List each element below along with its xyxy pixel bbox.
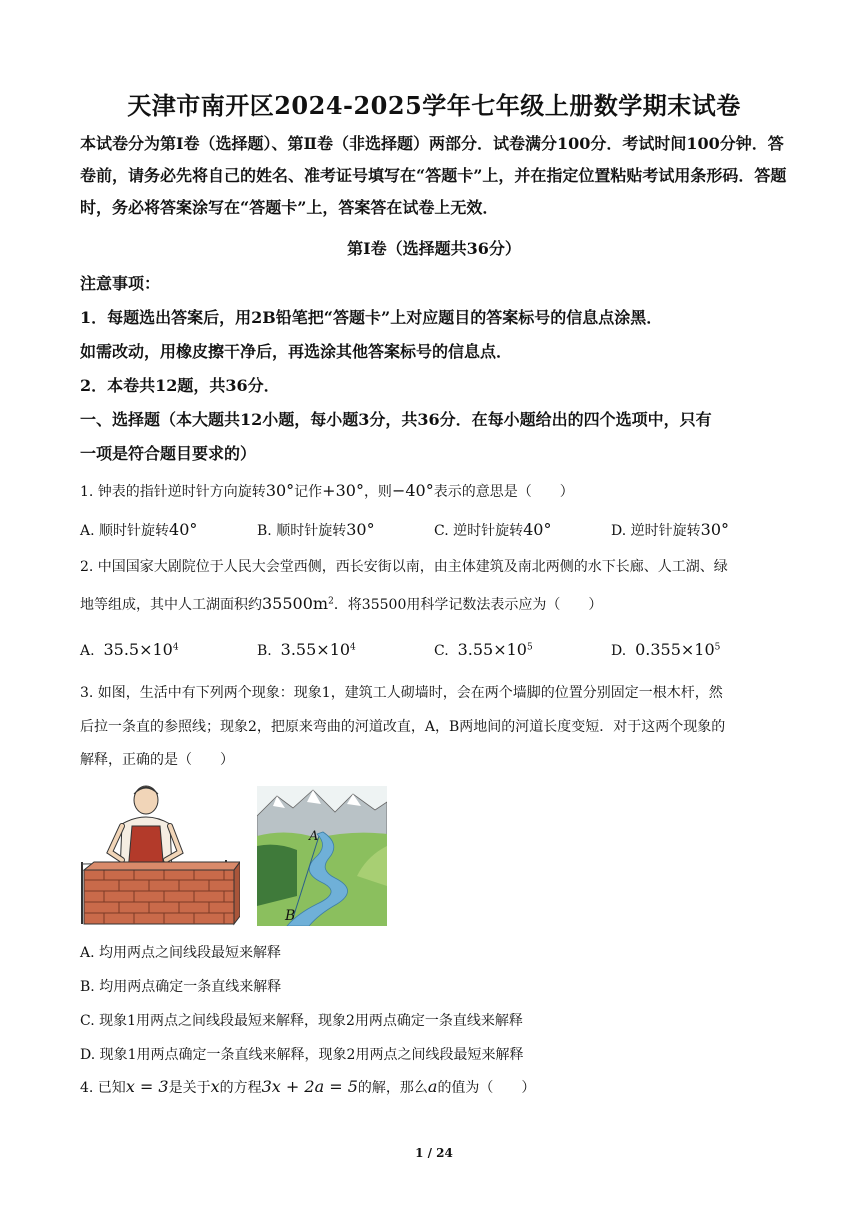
page-number: 1 / 24 xyxy=(415,1146,453,1160)
q4-math-1: x = 3 xyxy=(125,1077,169,1096)
question-2-line-1: 2. 中国国家大剧院位于人民大会堂西侧，西长安街以南，由主体建筑及南北两侧的水下长廊、人工湖、绿 xyxy=(80,559,728,575)
q1-math-1: 30° xyxy=(265,481,295,500)
page-title: 天津市南开区2024-2025学年七年级上册数学期末试卷 xyxy=(127,91,741,120)
section-title: 第Ⅰ卷（选择题共36分） xyxy=(347,239,521,258)
q1-math-3: −40° xyxy=(391,481,434,500)
q1-option-c[interactable]: C. 逆时针旋转40° xyxy=(434,520,552,539)
q1-option-b[interactable]: B. 顺时针旋转30° xyxy=(257,520,375,539)
q3-option-a[interactable]: A. 均用两点之间线段最短来解释 xyxy=(80,945,282,961)
question-4: 4. 已知x = 3是关于x的方程3x + 2a = 5的解，那么a的值为（ ） xyxy=(80,1077,536,1096)
q2-option-d[interactable]: D. $0.355\times 10^5$ xyxy=(611,640,721,659)
q1-option-a[interactable]: A. 顺时针旋转40° xyxy=(80,520,198,539)
q2-area-math: 35500m xyxy=(262,594,329,613)
q1-text-mid: 记作 xyxy=(294,484,323,500)
question-2-line-2: 地等组成，其中人工湖面积约$35500m^2$．将35500用科学记数法表示应为（ ） xyxy=(80,594,603,613)
q2-option-a[interactable]: A. $35.5\times 10^4$ xyxy=(80,640,179,659)
notice-item-1: 1．每题选出答案后，用2B铅笔把“答题卡”上对应题目的答案标号的信息点涂黑． xyxy=(80,308,663,327)
question-3-line-1: 3. 如图，生活中有下列两个现象：现象1，建筑工人砌墙时，会在两个墙脚的位置分别固定一根木杆，然 xyxy=(80,685,723,701)
q3-option-d[interactable]: D. 现象1用两点确定一条直线来解释，现象2用两点之间线段最短来解释 xyxy=(80,1047,524,1063)
q1-text-pre: 1. 钟表的指针逆时针方向旋转 xyxy=(80,484,266,500)
river-illustration xyxy=(257,786,387,926)
part-heading: 一、选择题（本大题共12小题，每小题3分，共36分．在每小题给出的四个选项中，只有 xyxy=(80,410,712,429)
notice-item-2: 2．本卷共12题，共36分． xyxy=(80,376,280,395)
q3-option-c[interactable]: C. 现象1用两点之间线段最短来解释，现象2用两点确定一条直线来解释 xyxy=(80,1013,523,1029)
question-1 xyxy=(80,481,574,501)
q2-option-b[interactable]: B. $3.55\times 10^4$ xyxy=(257,640,356,659)
q2-option-c[interactable]: C. $3.55\times 10^5$ xyxy=(434,640,533,659)
q1-text-post: 表示的意思是（ ） xyxy=(433,484,574,500)
point-b-label: B xyxy=(285,908,296,924)
notice-item-1-cont: 如需改动，用橡皮擦干净后，再选涂其他答案标号的信息点． xyxy=(80,342,513,361)
question-3-line-2: 后拉一条直的参照线；现象2，把原来弯曲的河道改直，A，B两地间的河道长度变短．对于这两个现象的 xyxy=(80,719,726,735)
question-3-line-3: 解释，正确的是（ ） xyxy=(80,752,234,768)
part-heading-cont: 一项是符合题目要求的） xyxy=(80,444,257,463)
q1-text-mid2: ，则 xyxy=(363,484,392,500)
q1-option-d[interactable]: D. 逆时针旋转30° xyxy=(611,520,729,539)
bricklayer-illustration xyxy=(80,782,240,926)
point-a-label: A xyxy=(309,829,319,844)
q4-equation: 3x + 2a = 5 xyxy=(261,1077,358,1096)
intro-paragraph: 本试卷分为第Ⅰ卷（选择题）、第Ⅱ卷（非选择题）两部分．试卷满分100分．考试时间100分钟．答卷前，请务必先将自己的姓名、准考证号填写在“答题卡”上，并在指定位置粘贴考试用条形码．答题时，务必将答案涂写在“答题卡”上，答案答在试卷上无效． xyxy=(80,134,787,217)
q3-option-b[interactable]: B. 均用两点确定一条直线来解释 xyxy=(80,979,282,995)
q1-math-2: +30° xyxy=(322,481,364,500)
notice-heading: 注意事项： xyxy=(80,274,161,293)
